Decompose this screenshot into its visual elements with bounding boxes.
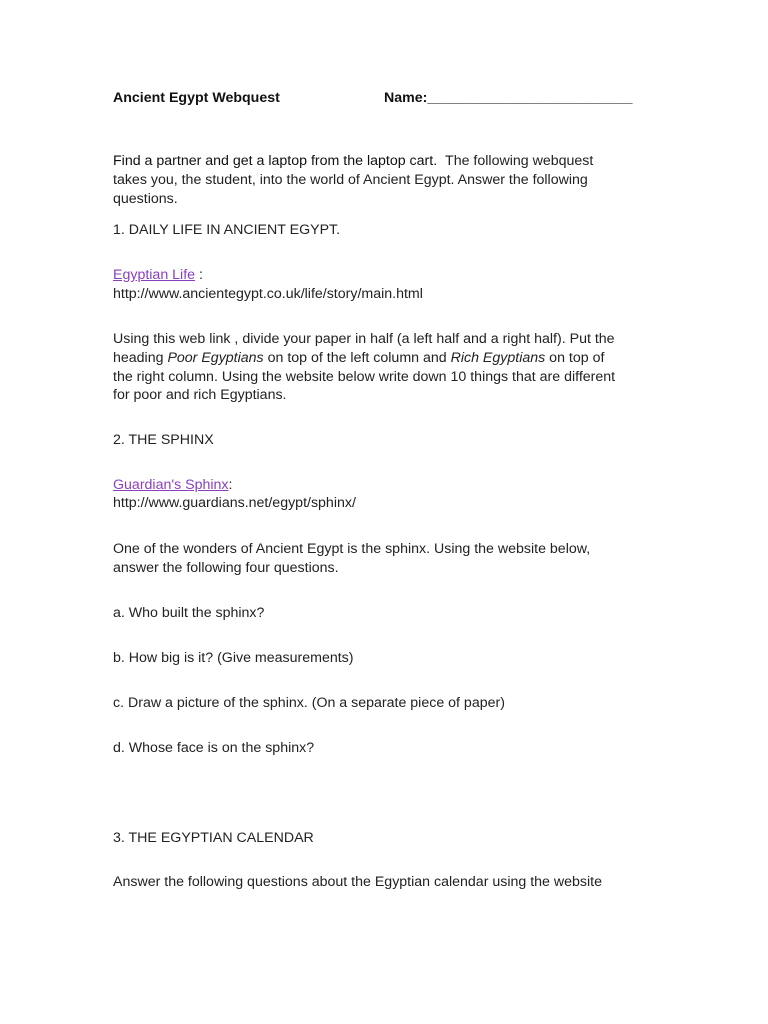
name-blank-line: __________________________ bbox=[427, 90, 633, 106]
page-title: Ancient Egypt Webquest bbox=[113, 90, 280, 106]
section1-url: http://www.ancientegypt.co.uk/life/story/main.html bbox=[113, 286, 423, 302]
question-a: a. Who built the sphinx? bbox=[113, 605, 265, 621]
section3-para-line-1: Answer the following questions about the Egyptian calendar using the website bbox=[113, 874, 602, 890]
guardians-sphinx-link[interactable]: Guardian's Sphinx bbox=[113, 477, 229, 493]
section2-link-suffix: : bbox=[228, 477, 233, 493]
intro-line-3: questions. bbox=[113, 191, 178, 207]
section1-para-line-2 bbox=[113, 349, 604, 368]
section3-heading: 3. THE EGYPTIAN CALENDAR bbox=[113, 830, 314, 846]
poor-egyptians-label: Poor Egyptians bbox=[167, 350, 264, 366]
header-row bbox=[113, 90, 653, 110]
section2-heading: 2. THE SPHINX bbox=[113, 432, 214, 448]
section2-para-line-2: answer the following four questions. bbox=[113, 560, 339, 576]
name-field bbox=[384, 90, 633, 106]
rich-egyptians-label: Rich Egyptians bbox=[450, 350, 546, 366]
egyptian-life-link[interactable]: Egyptian Life bbox=[113, 267, 196, 283]
section1-para-line-3: the right column. Using the website below write down 10 things that are different bbox=[113, 369, 616, 385]
section1-link-suffix: : bbox=[195, 267, 203, 283]
section1-para-line-4: for poor and rich Egyptians. bbox=[113, 387, 287, 403]
section2-para-line-1: One of the wonders of Ancient Egypt is the sphinx. Using the website below, bbox=[113, 541, 591, 557]
intro-instruction: Find a partner and get a laptop from the laptop cart. bbox=[113, 153, 438, 169]
section1-link-row bbox=[113, 266, 203, 285]
section1-heading: 1. DAILY LIFE IN ANCIENT EGYPT. bbox=[113, 222, 341, 238]
section2-link-row bbox=[113, 476, 232, 495]
intro-text: The following webquest bbox=[445, 153, 594, 169]
section1-para-text: heading bbox=[113, 350, 168, 366]
section1-para-text: on top of bbox=[545, 350, 605, 366]
question-b: b. How big is it? (Give measurements) bbox=[113, 650, 354, 666]
intro-line-2: takes you, the student, into the world of Ancient Egypt. Answer the following bbox=[113, 172, 588, 188]
section2-url: http://www.guardians.net/egypt/sphinx/ bbox=[113, 495, 356, 511]
question-d: d. Whose face is on the sphinx? bbox=[113, 740, 315, 756]
section1-para-text: on top of the left column and bbox=[263, 350, 451, 366]
section1-para-line-1: Using this web link , divide your paper in half (a left half and a right half). Put the bbox=[113, 331, 615, 347]
name-label: Name: bbox=[384, 90, 428, 106]
question-c: c. Draw a picture of the sphinx. (On a separate piece of paper) bbox=[113, 695, 505, 711]
intro-line-1 bbox=[113, 152, 593, 171]
